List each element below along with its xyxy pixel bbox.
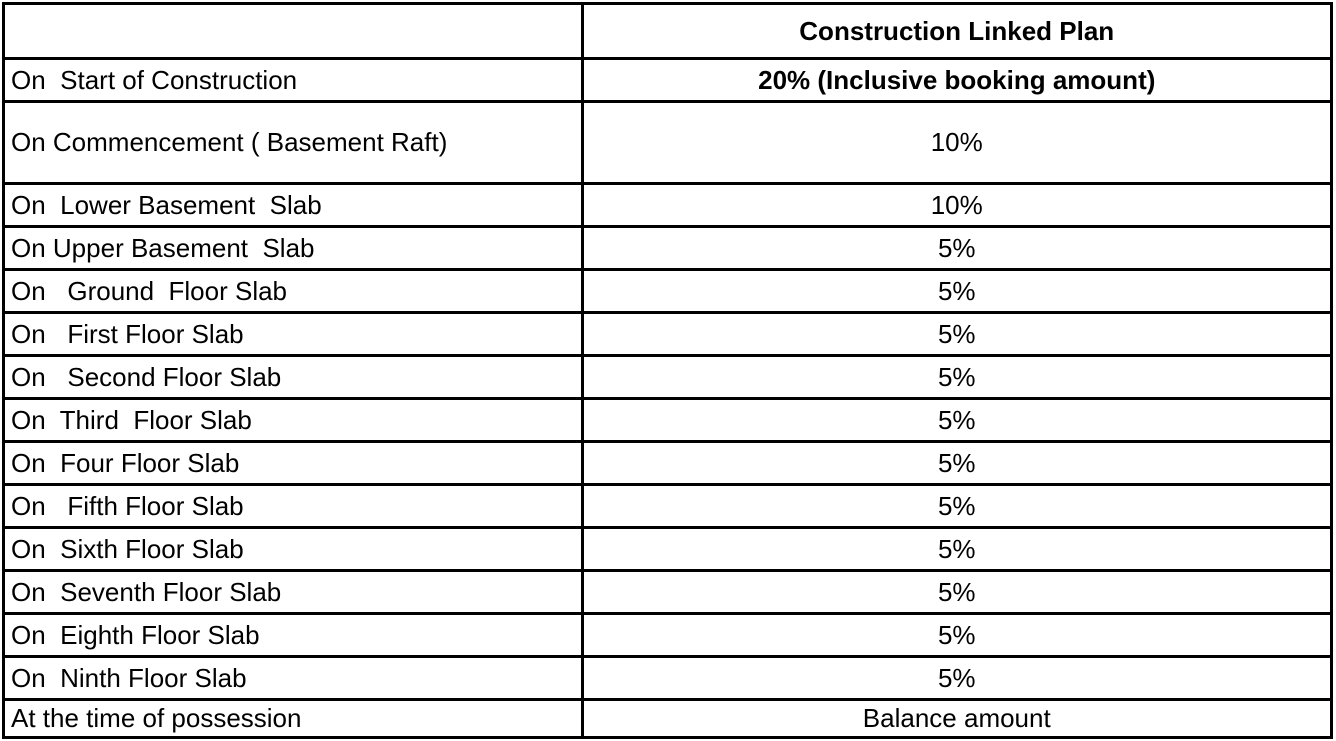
table-row [5, 484, 1330, 527]
table-row [5, 101, 1330, 183]
table-row [5, 226, 1330, 269]
stage-cell: On Sixth Floor Slab [5, 527, 582, 570]
payment-cell: 20% (Inclusive booking amount) [582, 58, 1330, 101]
stage-cell: On First Floor Slab [5, 312, 582, 355]
table-row [5, 441, 1330, 484]
stage-cell: At the time of possession [5, 699, 582, 736]
stage-cell: On Eighth Floor Slab [5, 613, 582, 656]
table-row [5, 527, 1330, 570]
stage-cell: On Upper Basement Slab [5, 226, 582, 269]
table-row [5, 699, 1330, 736]
table-row [5, 398, 1330, 441]
payment-cell: 10% [582, 183, 1330, 226]
table-row [5, 58, 1330, 101]
table-row [5, 656, 1330, 699]
payment-plan-frame [2, 2, 1333, 739]
plan-title: Construction Linked Plan [582, 5, 1330, 58]
table-header-row [5, 5, 1330, 58]
payment-cell: 5% [582, 398, 1330, 441]
table-row [5, 183, 1330, 226]
stage-cell: On Ground Floor Slab [5, 269, 582, 312]
stage-cell: On Seventh Floor Slab [5, 570, 582, 613]
table-row [5, 613, 1330, 656]
payment-cell: 5% [582, 527, 1330, 570]
payment-cell: 5% [582, 441, 1330, 484]
table-row [5, 570, 1330, 613]
payment-cell: 5% [582, 312, 1330, 355]
payment-cell: 5% [582, 226, 1330, 269]
stage-cell: On Ninth Floor Slab [5, 656, 582, 699]
payment-plan-table [5, 5, 1330, 736]
payment-cell: 5% [582, 656, 1330, 699]
table-row [5, 269, 1330, 312]
payment-cell: 5% [582, 355, 1330, 398]
stage-cell: On Second Floor Slab [5, 355, 582, 398]
table-row [5, 312, 1330, 355]
header-blank-cell [5, 5, 582, 58]
table-row [5, 355, 1330, 398]
payment-cell: 5% [582, 484, 1330, 527]
payment-cell: 5% [582, 269, 1330, 312]
stage-cell: On Fifth Floor Slab [5, 484, 582, 527]
stage-cell: On Start of Construction [5, 58, 582, 101]
stage-cell: On Four Floor Slab [5, 441, 582, 484]
payment-cell: 10% [582, 101, 1330, 183]
payment-cell: Balance amount [582, 699, 1330, 736]
payment-cell: 5% [582, 570, 1330, 613]
stage-cell: On Third Floor Slab [5, 398, 582, 441]
payment-cell: 5% [582, 613, 1330, 656]
stage-cell: On Commencement ( Basement Raft) [5, 101, 582, 183]
stage-cell: On Lower Basement Slab [5, 183, 582, 226]
